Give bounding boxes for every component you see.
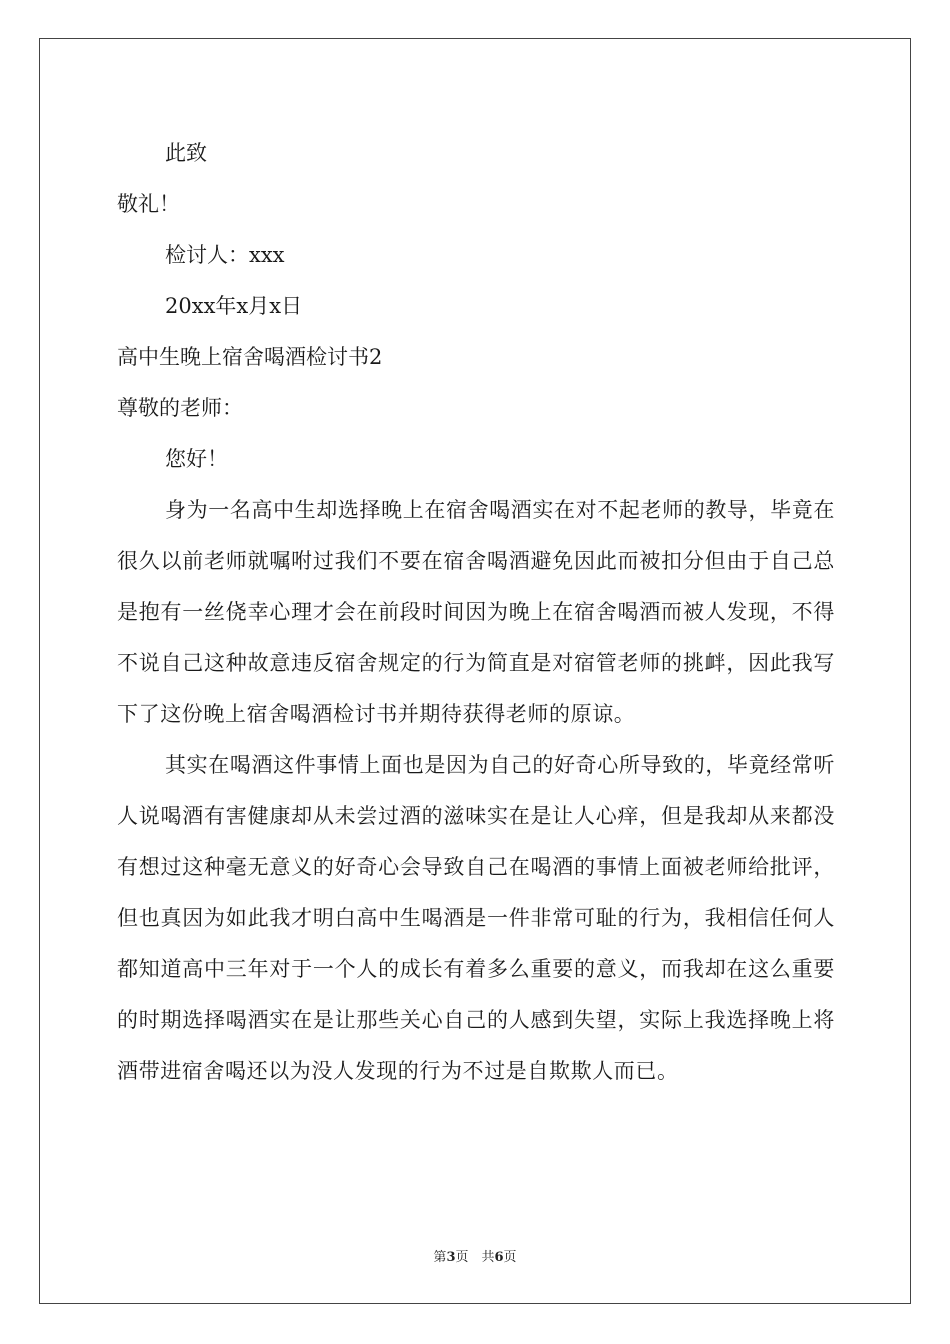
- salute-line: 敬礼！: [117, 192, 180, 216]
- page-current: 3: [446, 1250, 456, 1265]
- signer-line: 检讨人：xxx: [165, 243, 285, 267]
- body-paragraph-2: 其实在喝酒这件事情上面也是因为自己的好奇心所导致的，毕竟经常听人说喝酒有害健康却从未尝过酒的滋味实在是让人心痒，但是我却从来都没有想过这种毫无意义的好奇心会导致自己在喝酒的事情上面被老师给批评，但也真因为如此我才明白高中生喝酒是一件非常可耻的行为，我相信任何人都知道高中三年对于一个人的成长有着多么重要的意义，而我却在这么重要的时期选择喝酒实在是让那些关心自己的人感到失望，实际上我选择晚上将酒带进宿舍喝还以为没人发现的行为不过是自欺欺人而已。: [117, 753, 835, 1083]
- body-paragraph-1: 身为一名高中生却选择晚上在宿舍喝酒实在对不起老师的教导，毕竟在很久以前老师就嘱咐过我们不要在宿舍喝酒避免因此而被扣分但由于自己总是抱有一丝侥幸心理才会在前段时间因为晚上在宿舍喝酒而被人发现，不得不说自己这种故意违反宿舍规定的行为简直是对宿管老师的挑衅，因此我写下了这份晚上宿舍喝酒检讨书并期待获得老师的原谅。: [117, 498, 835, 726]
- date-line: 20xx年x月x日: [165, 294, 303, 318]
- page-prefix: 第: [433, 1250, 447, 1265]
- closing-line: 此致: [165, 141, 207, 165]
- greeting-line: 您好！: [165, 447, 228, 471]
- addressee-line: 尊敬的老师：: [117, 396, 243, 420]
- section-title: 高中生晚上宿舍喝酒检讨书2: [117, 345, 383, 369]
- document-body: [117, 128, 835, 1097]
- page-total: 6: [494, 1250, 504, 1265]
- page-suffix: 页: [503, 1250, 517, 1265]
- page-mid: 页 共: [455, 1250, 495, 1265]
- page-footer: [0, 1246, 950, 1265]
